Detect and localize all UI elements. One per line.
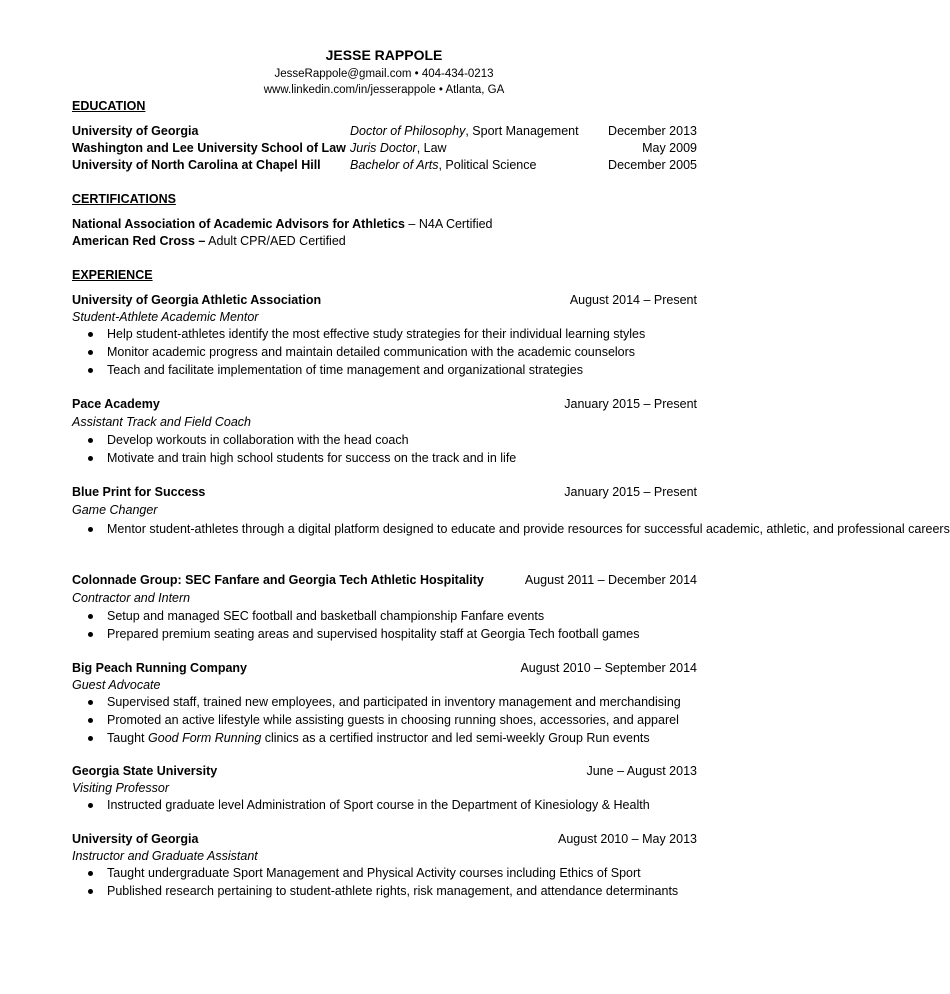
certification-item: National Association of Academic Advisors for Athletics – N4A Certified — [72, 217, 493, 231]
job-organization: Blue Print for Success — [72, 485, 206, 499]
list-item: Instructed graduate level Administration of Sport course in the Department of Kinesiology & Health — [88, 796, 650, 814]
list-item: Taught undergraduate Sport Management and Physical Activity courses including Ethics of Sport — [88, 864, 678, 882]
job-organization: Colonnade Group: SEC Fanfare and Georgia Tech Athletic Hospitality — [72, 573, 484, 587]
job-bullets — [88, 431, 516, 467]
education-heading: EDUCATION — [72, 99, 146, 113]
education-school: University of North Carolina at Chapel Hill — [72, 158, 321, 172]
job-date: August 2010 – September 2014 — [520, 661, 697, 675]
certifications-heading: CERTIFICATIONS — [72, 192, 176, 206]
job-date: June – August 2013 — [586, 764, 697, 778]
job-organization: Georgia State University — [72, 764, 218, 778]
list-item: Setup and managed SEC football and basketball championship Fanfare events — [88, 607, 639, 625]
job-role: Game Changer — [72, 503, 158, 517]
list-item: Promoted an active lifestyle while assisting guests in choosing running shoes, accessories, and apparel — [88, 711, 681, 729]
education-school: Washington and Lee University School of Law — [72, 141, 346, 155]
contact-line-email-phone: JesseRappole@gmail.com • 404-434-0213 — [274, 68, 494, 80]
job-role: Visiting Professor — [72, 781, 170, 795]
job-date: August 2014 – Present — [569, 293, 697, 307]
list-item: Develop workouts in collaboration with the head coach — [88, 431, 516, 449]
job-bullets — [88, 607, 639, 643]
education-date: May 2009 — [642, 141, 697, 155]
job-role: Guest Advocate — [72, 678, 161, 692]
job-bullets — [88, 693, 681, 747]
job-bullets — [88, 796, 650, 814]
job-organization: Pace Academy — [72, 397, 160, 411]
job-bullets — [88, 864, 678, 900]
list-item: Supervised staff, trained new employees, and participated in inventory management and merchandising — [88, 693, 681, 711]
education-date: December 2013 — [608, 124, 697, 138]
list-item: Monitor academic progress and maintain detailed communication with the academic counselors — [88, 343, 645, 361]
education-school: University of Georgia — [72, 124, 199, 138]
job-role: Instructor and Graduate Assistant — [72, 849, 258, 863]
list-item: Motivate and train high school students for success on the track and in life — [88, 449, 516, 467]
job-date: January 2015 – Present — [564, 397, 697, 411]
job-role: Contractor and Intern — [72, 591, 191, 605]
job-organization: University of Georgia Athletic Association — [72, 293, 322, 307]
education-degree: Bachelor of Arts, Political Science — [350, 158, 537, 172]
list-item: Prepared premium seating areas and supervised hospitality staff at Georgia Tech football games — [88, 625, 639, 643]
education-degree: Doctor of Philosophy, Sport Management — [350, 124, 579, 138]
education-degree: Juris Doctor, Law — [350, 141, 447, 155]
job-date: August 2011 – December 2014 — [524, 573, 697, 587]
certification-item: American Red Cross – Adult CPR/AED Certified — [72, 234, 346, 248]
job-bullets — [88, 520, 950, 538]
experience-heading: EXPERIENCE — [72, 268, 153, 282]
list-item: Mentor student-athletes through a digital platform designed to educate and provide resources for successful academic, athletic, and professional careers — [88, 520, 697, 538]
education-date: December 2005 — [608, 158, 697, 172]
list-item: Published research pertaining to student-athlete rights, risk management, and attendance determinants — [88, 882, 678, 900]
list-item: Teach and facilitate implementation of time management and organizational strategies — [88, 361, 645, 379]
job-bullets — [88, 325, 645, 379]
job-role: Assistant Track and Field Coach — [72, 415, 252, 429]
job-organization: University of Georgia — [72, 832, 199, 846]
contact-line-linkedin-location: www.linkedin.com/in/jesserappole • Atlanta, GA — [263, 84, 505, 96]
job-organization: Big Peach Running Company — [72, 661, 248, 675]
list-item: Taught Good Form Running clinics as a certified instructor and led semi-weekly Group Run events — [88, 729, 681, 747]
job-date: January 2015 – Present — [564, 485, 697, 499]
list-item: Help student-athletes identify the most effective study strategies for their individual learning styles — [88, 325, 645, 343]
job-role: Student-Athlete Academic Mentor — [72, 310, 259, 324]
job-date: August 2010 – May 2013 — [558, 832, 697, 846]
resume-name: JESSE RAPPOLE — [325, 47, 443, 63]
